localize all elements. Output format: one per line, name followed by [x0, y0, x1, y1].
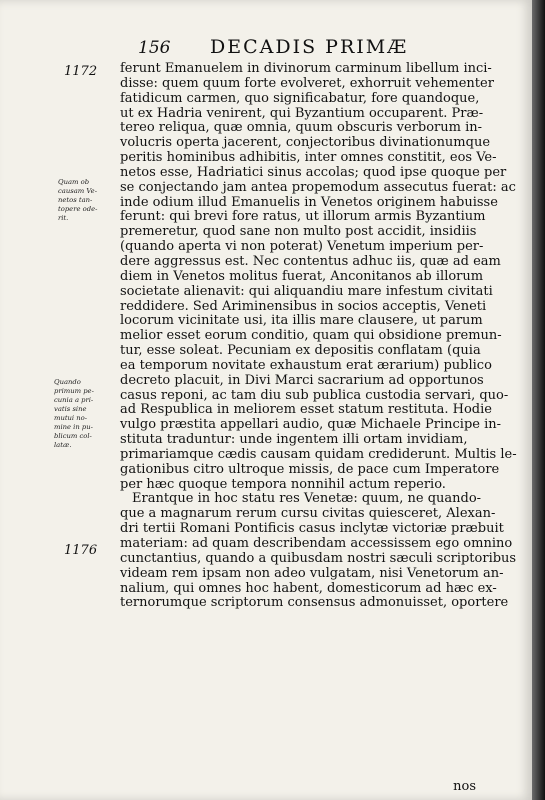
- margin-year: 1176: [64, 543, 98, 558]
- text-line: inde odium illud Emanuelis in Venetos originem habuisse: [120, 194, 498, 210]
- running-title: DECADIS PRIMÆ: [210, 36, 409, 58]
- text-line: ferunt: qui brevi fore ratus, ut illorum armis Byzantium: [120, 209, 486, 225]
- text-line: ad Respublica in meliorem esset statum restituta. Hodie: [120, 402, 492, 418]
- text-line: ferunt Emanuelem in divinorum carminum libellum inci-: [120, 61, 492, 76]
- text-line: diem in Venetos molitus fuerat, Anconitanos ab illorum: [120, 268, 484, 284]
- text-line: societate alienavit: qui aliquandiu mare infestum civitati: [120, 283, 493, 299]
- margin-note-line: mine in pu-: [54, 423, 93, 431]
- margin-year: 1172: [64, 64, 98, 79]
- text-line: netos esse, Hadriatici sinus accolas; quod ipse quoque per: [120, 164, 507, 180]
- text-line: cunctantius, quando a quibusdam nostri sæculi scriptoribus: [120, 550, 517, 566]
- text-line: se conjectando jam antea propemodum assecutus fuerat: ac: [120, 179, 516, 195]
- text-line: videam rem ipsam non adeo vulgatam, nisi Venetorum an-: [120, 565, 504, 581]
- body-text: [120, 62, 520, 611]
- catchword: nos: [453, 779, 476, 794]
- text-line: volucris operta jacerent, conjectoribus divinationumque: [120, 135, 491, 151]
- margin-note: [58, 178, 114, 223]
- text-line: primariamque cædis causam quidam crediderunt. Multis le-: [120, 446, 517, 462]
- text-line: locorum vicinitate usi, ita illis mare clausere, ut parum: [120, 313, 483, 329]
- text-line: decreto placuit, in Divi Marci sacrarium ad opportunos: [120, 372, 484, 388]
- book-spine-shadow: [532, 0, 545, 800]
- text-line: dere aggressus est. Nec contentus adhuc iis, quæ ad eam: [120, 253, 501, 269]
- margin-note-line: netos tan-: [58, 196, 93, 204]
- text-line: peritis hominibus adhibitis, inter omnes constitit, eos Ve-: [120, 150, 497, 166]
- text-line: tur, esse soleat. Pecuniam ex depositis conflatam (quia: [120, 343, 481, 359]
- page-header: [0, 36, 532, 64]
- text-line: materiam: ad quam describendam accessissem ego omnino: [120, 536, 513, 551]
- text-line: ternorumque scriptorum consensus admonuisset, oportere: [120, 595, 509, 611]
- text-line: vulgo præstita appellari audio, quæ Michaele Principe in-: [120, 417, 502, 433]
- page-number: 156: [138, 38, 171, 58]
- margin-note-line: rit.: [58, 214, 69, 222]
- text-line: reddidere. Sed Ariminensibus in socios acceptis, Veneti: [120, 298, 487, 314]
- margin-note-line: blicum col-: [54, 432, 92, 440]
- margin-note-line: mutui no-: [54, 414, 88, 422]
- margin-note-line: topere ode-: [58, 205, 98, 213]
- text-line: Erantque in hoc statu res Venetæ: quum, ne quando-: [132, 491, 482, 507]
- text-line: disse: quem quum forte evolveret, exhorruit vehementer: [120, 75, 494, 91]
- text-line: fatidicum carmen, quo significabatur, fore quandoque,: [120, 90, 480, 106]
- text-line: dri tertii Romani Pontificis casus inclytæ victoriæ præbuit: [120, 521, 504, 537]
- text-line: per hæc quoque tempora nonnihil actum reperio.: [120, 476, 446, 492]
- margin-note-line: Quam ob: [58, 178, 90, 186]
- margin-note-line: causam Ve-: [58, 187, 97, 195]
- text-line: stituta traduntur: unde ingentem illi ortam invidiam,: [120, 432, 468, 448]
- text-line: melior esset eorum conditio, quam qui obsidione premun-: [120, 328, 502, 344]
- text-line: ut ex Hadria venirent, qui Byzantium occuparent. Præ-: [120, 105, 484, 121]
- text-line: premeretur, quod sane non multo post accidit, insidiis: [120, 224, 477, 240]
- margin-note: [54, 378, 114, 450]
- text-line: ea temporum novitate exhaustum erat ærarium) publico: [120, 357, 492, 373]
- text-line: casus reponi, ac tam diu sub publica custodia servari, quo-: [120, 387, 509, 403]
- text-line: gationibus citro ultroque missis, de pace cum Imperatore: [120, 461, 500, 477]
- margin-note-line: latæ.: [54, 441, 72, 449]
- text-line: tereo reliqua, quæ omnia, quum obscuris verborum in-: [120, 120, 483, 136]
- text-line: (quando aperta vi non poterat) Venetum imperium per-: [120, 239, 484, 255]
- margin-note-line: primum pe-: [54, 387, 94, 395]
- text-line: nalium, qui omnes hoc habent, domesticorum ad hæc ex-: [120, 580, 497, 596]
- margin-note-line: vatis sine: [54, 405, 87, 413]
- margin-note-line: cunia a pri-: [54, 396, 94, 404]
- margin-note-line: Quando: [54, 378, 81, 386]
- text-line: que a magnarum rerum cursu civitas quiesceret, Alexan-: [120, 506, 496, 522]
